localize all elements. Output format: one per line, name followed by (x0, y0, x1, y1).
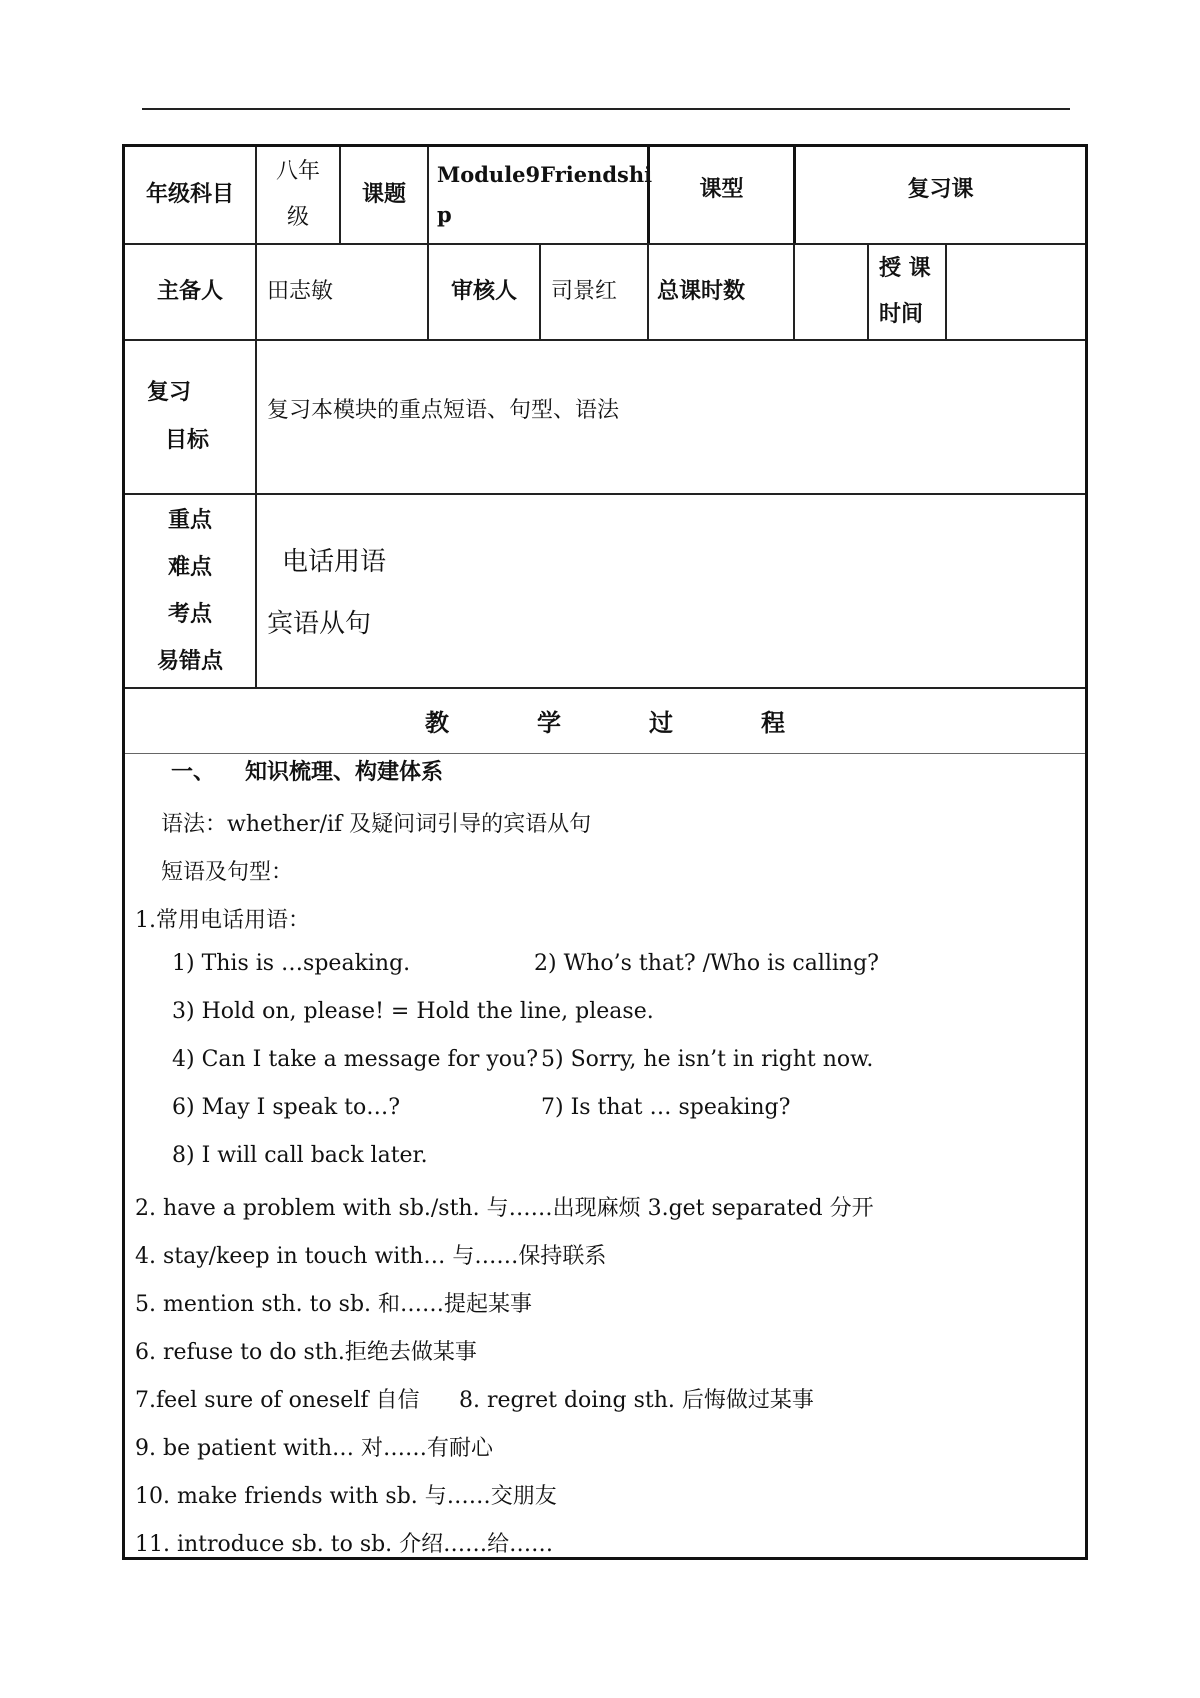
type-value: 复习课 (907, 177, 974, 203)
goal-label-line2: 目标 (165, 428, 210, 453)
key-label-1: 难点 (167, 555, 212, 580)
phrase-item: 8. regret doing sth. 后悔做过某事 (459, 1388, 814, 1413)
goal-label-line1: 复习 (147, 380, 192, 405)
phone-phrase: 6) May I speak to…? (172, 1095, 401, 1120)
type-label: 课型 (699, 177, 744, 203)
teach-time-value (947, 245, 1085, 339)
phrase-item: 10. make friends with sb. 与……交朋友 (135, 1484, 557, 1509)
grade-value-line1: 八年 (275, 159, 320, 184)
phrase-item: 2. have a problem with sb./sth. 与……出现麻烦 3.get separated 分开 (135, 1196, 874, 1221)
process-title-char: 学 (537, 708, 561, 737)
phrase-item: 6. refuse to do sth.拒绝去做某事 (135, 1340, 477, 1365)
phrases-title: 短语及句型： (161, 860, 294, 885)
teach-time-label-line2: 时间 (879, 302, 924, 327)
preparer-label: 主备人 (156, 279, 223, 305)
col-divider (647, 243, 649, 339)
key-point-item: 宾语从句 (267, 609, 372, 639)
row-divider (125, 493, 1085, 495)
phrase-item: 9. be patient with… 对……有耐心 (135, 1436, 494, 1461)
phrase-item: 11. introduce sb. to sb. 介绍……给…… (135, 1532, 554, 1557)
phone-phrase: 5) Sorry, he isn’t in right now. (541, 1047, 874, 1072)
section1-title: 知识梳理、构建体系 (245, 760, 444, 785)
process-title-char: 过 (649, 708, 673, 737)
goal-label (125, 341, 255, 493)
process-title-char: 教 (425, 708, 449, 737)
col-divider (255, 243, 257, 339)
phrase-item: 5. mention sth. to sb. 和……提起某事 (135, 1292, 533, 1317)
key-point-item: 电话用语 (282, 547, 387, 577)
col-divider (255, 339, 257, 687)
phone-phrase: 4) Can I take a message for you? (172, 1047, 538, 1072)
phrase-item: 7.feel sure of oneself 自信 (135, 1388, 420, 1413)
header-rule (142, 108, 1070, 110)
key-label-3: 易错点 (156, 649, 223, 674)
total-hours-label: 总课时数 (657, 279, 746, 305)
col-divider (427, 147, 429, 243)
key-label-2: 考点 (167, 602, 212, 627)
grade-subject-label: 年级科目 (145, 182, 234, 208)
total-hours-value (795, 245, 867, 339)
reviewer-label: 审核人 (450, 279, 517, 305)
lesson-plan-table (122, 144, 1088, 1560)
reviewer-name: 司景红 (551, 279, 618, 305)
topic-value-line1: Module9Friendshi (437, 162, 653, 187)
phone-phrase: 3) Hold on, please! = Hold the line, please. (172, 999, 654, 1024)
goal-text: 复习本模块的重点短语、句型、语法 (267, 398, 620, 424)
topic-value-line2: p (437, 202, 452, 227)
process-title-char: 程 (761, 708, 785, 737)
grade-value (257, 147, 339, 243)
process-header (125, 687, 1085, 753)
phone-phrase: 1) This is …speaking. (172, 951, 411, 976)
grammar-line: 语法：whether/if 及疑问词引导的宾语从句 (161, 812, 592, 837)
teach-time-label (869, 245, 945, 339)
preparer-name: 田志敏 (267, 279, 334, 305)
section1-number: 一、 (171, 760, 216, 785)
topic-label: 课题 (361, 182, 406, 208)
key-label-0: 重点 (167, 508, 212, 533)
teach-time-label-line1: 授 课 (879, 256, 931, 281)
row-divider (125, 753, 1085, 754)
grade-value-line2: 级 (286, 205, 309, 230)
topic-value (437, 147, 653, 243)
phone-phrase: 7) Is that … speaking? (541, 1095, 791, 1120)
phone-phrase: 2) Who’s that? /Who is calling? (534, 951, 879, 976)
item1-title: 1.常用电话用语： (135, 908, 310, 933)
col-divider (539, 243, 541, 339)
phrase-item: 4. stay/keep in touch with… 与……保持联系 (135, 1244, 607, 1269)
phone-phrase: 8) I will call back later. (172, 1143, 428, 1168)
key-points-label (125, 495, 255, 687)
